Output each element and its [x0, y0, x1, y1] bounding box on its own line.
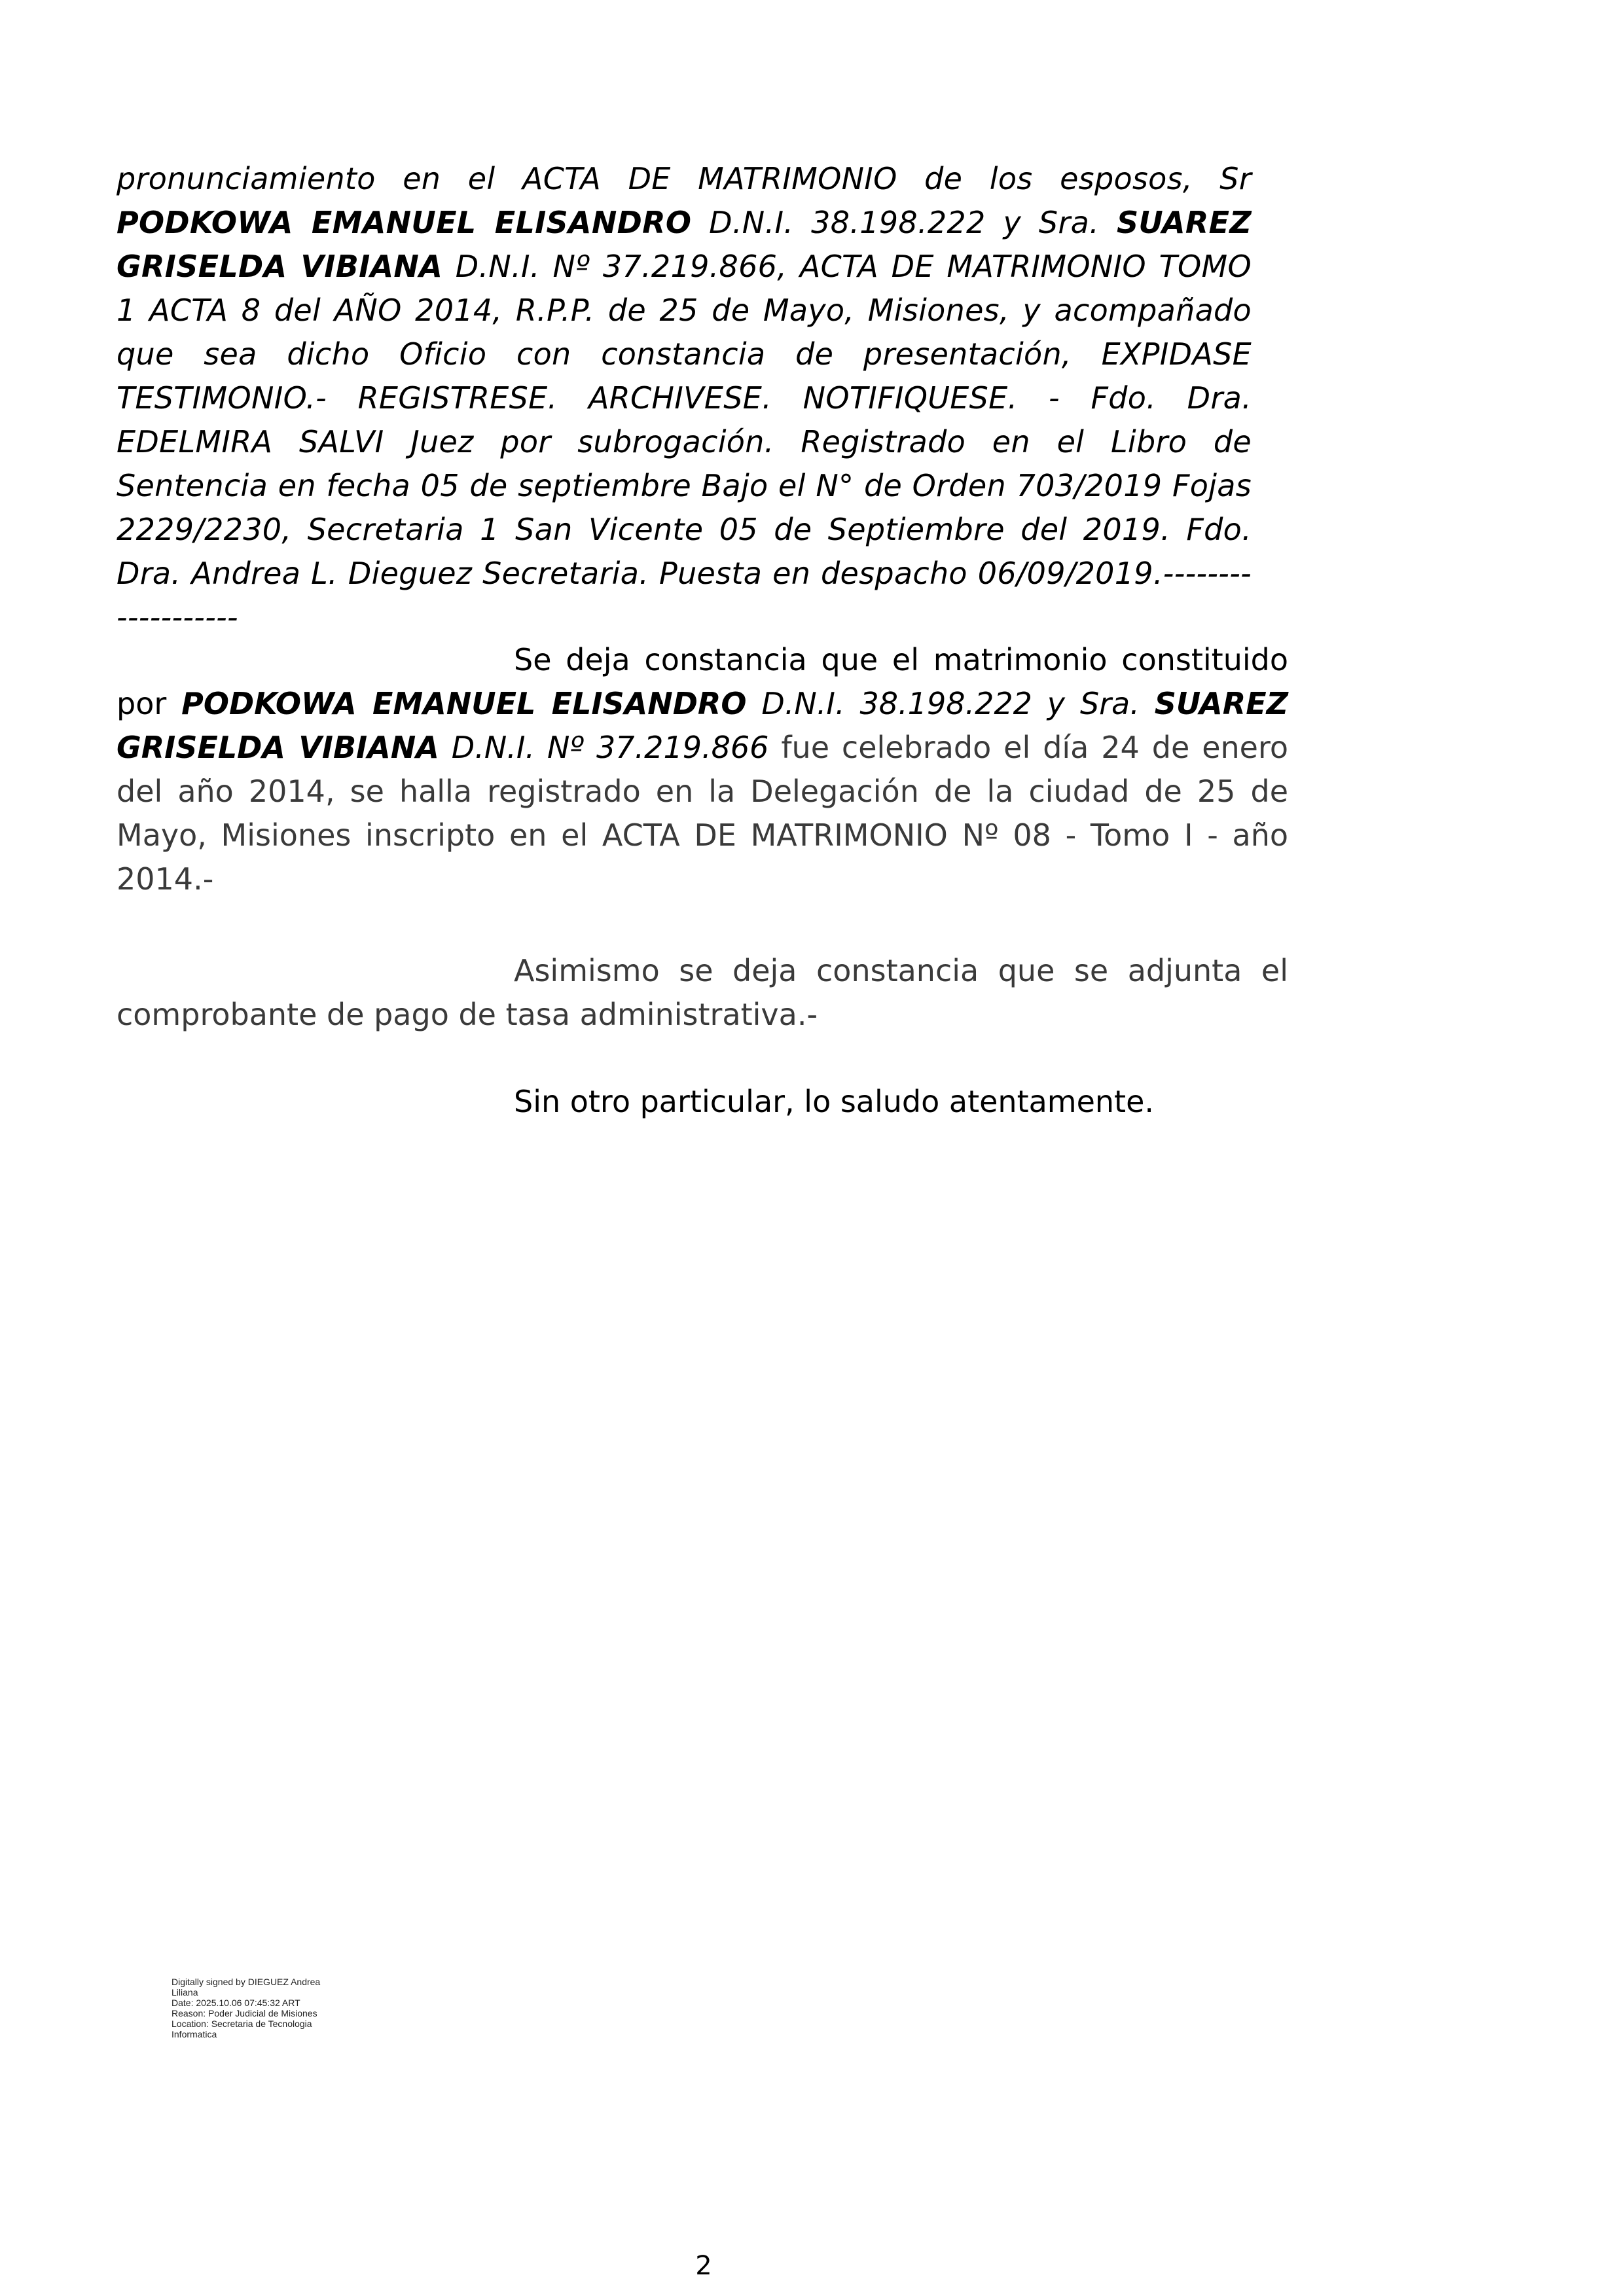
paragraph-3-text: Asimismo se deja constancia que se adjunta el comprobante de pago de tasa administrativa.-: [117, 953, 1288, 1032]
paragraph-marriage-record: [117, 638, 1288, 901]
spouse-1-name-2: PODKOWA EMANUEL ELISANDRO: [181, 686, 747, 721]
digital-signature-block: [171, 1977, 381, 2039]
signature-line-1: Digitally signed by DIEGUEZ Andrea: [171, 1977, 321, 1987]
spouse-1-name: PODKOWA EMANUEL ELISANDRO: [117, 205, 692, 240]
paragraph-payment-note: [117, 949, 1288, 1037]
paragraph-4-text: Sin otro particular, lo saludo atentamente.: [514, 1084, 1155, 1119]
signature-line-6: Informatica: [171, 2029, 217, 2039]
spouse-2-name-2: SUAREZ GRISELDA VIBIANA: [117, 686, 1288, 765]
paragraph-1-text-3: D.N.I. Nº 37.219.866, ACTA DE MATRIMONIO TOMO 1 ACTA 8 del AÑO 2014, R.P.P. de 25 de Mayo, Misiones, y acompañado que sea dicho Oficio con constancia de presentación, EXPIDASE TESTIMONIO.- REGISTRESE. ARCHIVESE. NOTIFIQUESE. - Fdo. Dra. EDELMIRA SALVI Juez por subrogación. Registrado en el Libro de Sentencia en fecha 05 de septiembre Bajo el N° de Orden 703/2019 Fojas 2229/2230, Secretaria 1 San Vicente 05 de Septiembre del 2019. Fdo. Dra. Andrea L. Dieguez Secretaria. Puesta en despacho 06/09/2019.-------------------: [117, 249, 1252, 635]
paragraph-1-text-1: pronunciamiento en el ACTA DE MATRIMONIO de los esposos, Sr: [117, 161, 1252, 196]
paragraph-2-text-3: D.N.I. Nº 37.219.866: [439, 730, 769, 765]
paragraph-2-text-4: fue celebrado el día 24 de enero del año 2014, se halla registrado en la Delegación de la ciudad de 25 de Mayo, Misiones inscripto en el ACTA DE MATRIMONIO Nº 08 - Tomo I - año 2014.-: [117, 730, 1288, 897]
signature-line-2: Liliana: [171, 1987, 198, 1998]
signature-line-3: Date: 2025.10.06 07:45:32 ART: [171, 1998, 300, 2008]
page-number: 2: [695, 2251, 712, 2281]
paragraph-closing: [117, 1080, 1288, 1124]
paragraph-2-text-1: Se deja constancia que el matrimonio constituido por: [117, 642, 1288, 721]
paragraph-resolution-excerpt: [117, 157, 1252, 639]
paragraph-1-text-2: D.N.I. 38.198.222 y Sra.: [691, 205, 1117, 240]
paragraph-2-text-2: D.N.I. 38.198.222 y Sra.: [746, 686, 1155, 721]
spouse-2-name: SUAREZ GRISELDA VIBIANA: [117, 205, 1252, 284]
signature-line-5: Location: Secretaria de Tecnologia: [171, 2018, 312, 2029]
signature-line-4: Reason: Poder Judicial de Misiones: [171, 2008, 317, 2018]
